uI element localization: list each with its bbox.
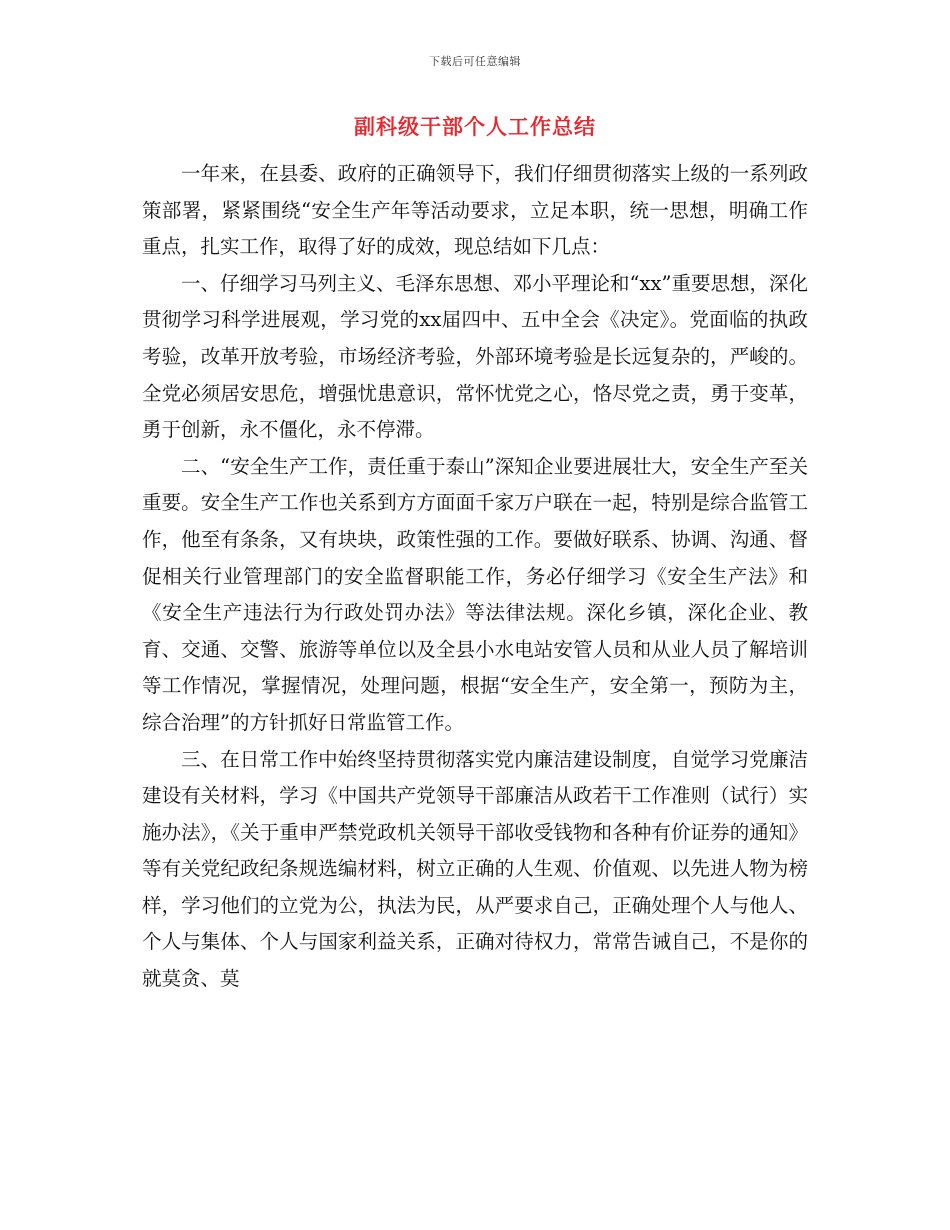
paragraph-section-3: 三、在日常工作中始终坚持贯彻落实党内廉洁建设制度，自觉学习党廉洁建设有关材料，学习《中国共产党领导干部廉洁从政若干工作准则（试行）实施办法》，《关于重申严禁党政机关领导干部收受钱物和各种有价证券的通知》等有关党纪政纪条规选编材料，树立正确的人生观、价值观、以先进人物为榜样，学习他们的立党为公，执法为民，从严要求自己，正确处理个人与他人、个人与集体、个人与国家利益关系，正确对待权力，常常告诫自己，不是你的就莫贪、莫 bbox=[142, 747, 808, 991]
paragraph-intro: 一年来，在县委、政府的正确领导下，我们仔细贯彻落实上级的一系列政策部署，紧紧围绕“安全生产年等活动要求，立足本职，统一思想，明确工作重点，扎实工作，取得了好的成效，现总结如下几点： bbox=[142, 162, 808, 259]
document-title: 副科级干部个人工作总结 bbox=[354, 115, 596, 139]
paragraph-section-2: 二、“安全生产工作，责任重于泰山”深知企业要进展壮大，安全生产至关重要。安全生产工作也关系到方方面面千家万户联在一起，特别是综合监管工作，他至有条条，又有块块，政策性强的工作。要做好联系、协调、沟通、督促相关行业管理部门的安全监督职能工作，务必仔细学习《安全生产法》和《安全生产违法行为行政处罚办法》等法律法规。深化乡镇，深化企业、教育、交通、交警、旅游等单位以及全县小水电站安管人员和从业人员了解培训等工作情况，掌握情况，处理问题，根据“安全生产，安全第一，预防为主，综合治理”的方针抓好日常监管工作。 bbox=[142, 454, 808, 734]
paragraph-section-1: 一、仔细学习马列主义、毛泽东思想、邓小平理论和“xx”重要思想，深化贯彻学习科学进展观，学习党的xx届四中、五中全会《决定》。党面临的执政考验，改革开放考验，市场经济考验，外部环境考验是长远复杂的，严峻的。全党必须居安思危，增强忧患意识，常怀忧党之心，恪尽党之责，勇于变革，勇于创新，永不僵化，永不停滞。 bbox=[142, 271, 808, 442]
page-header-note: 下载后可任意编辑 bbox=[429, 55, 521, 68]
document-body bbox=[142, 156, 808, 998]
